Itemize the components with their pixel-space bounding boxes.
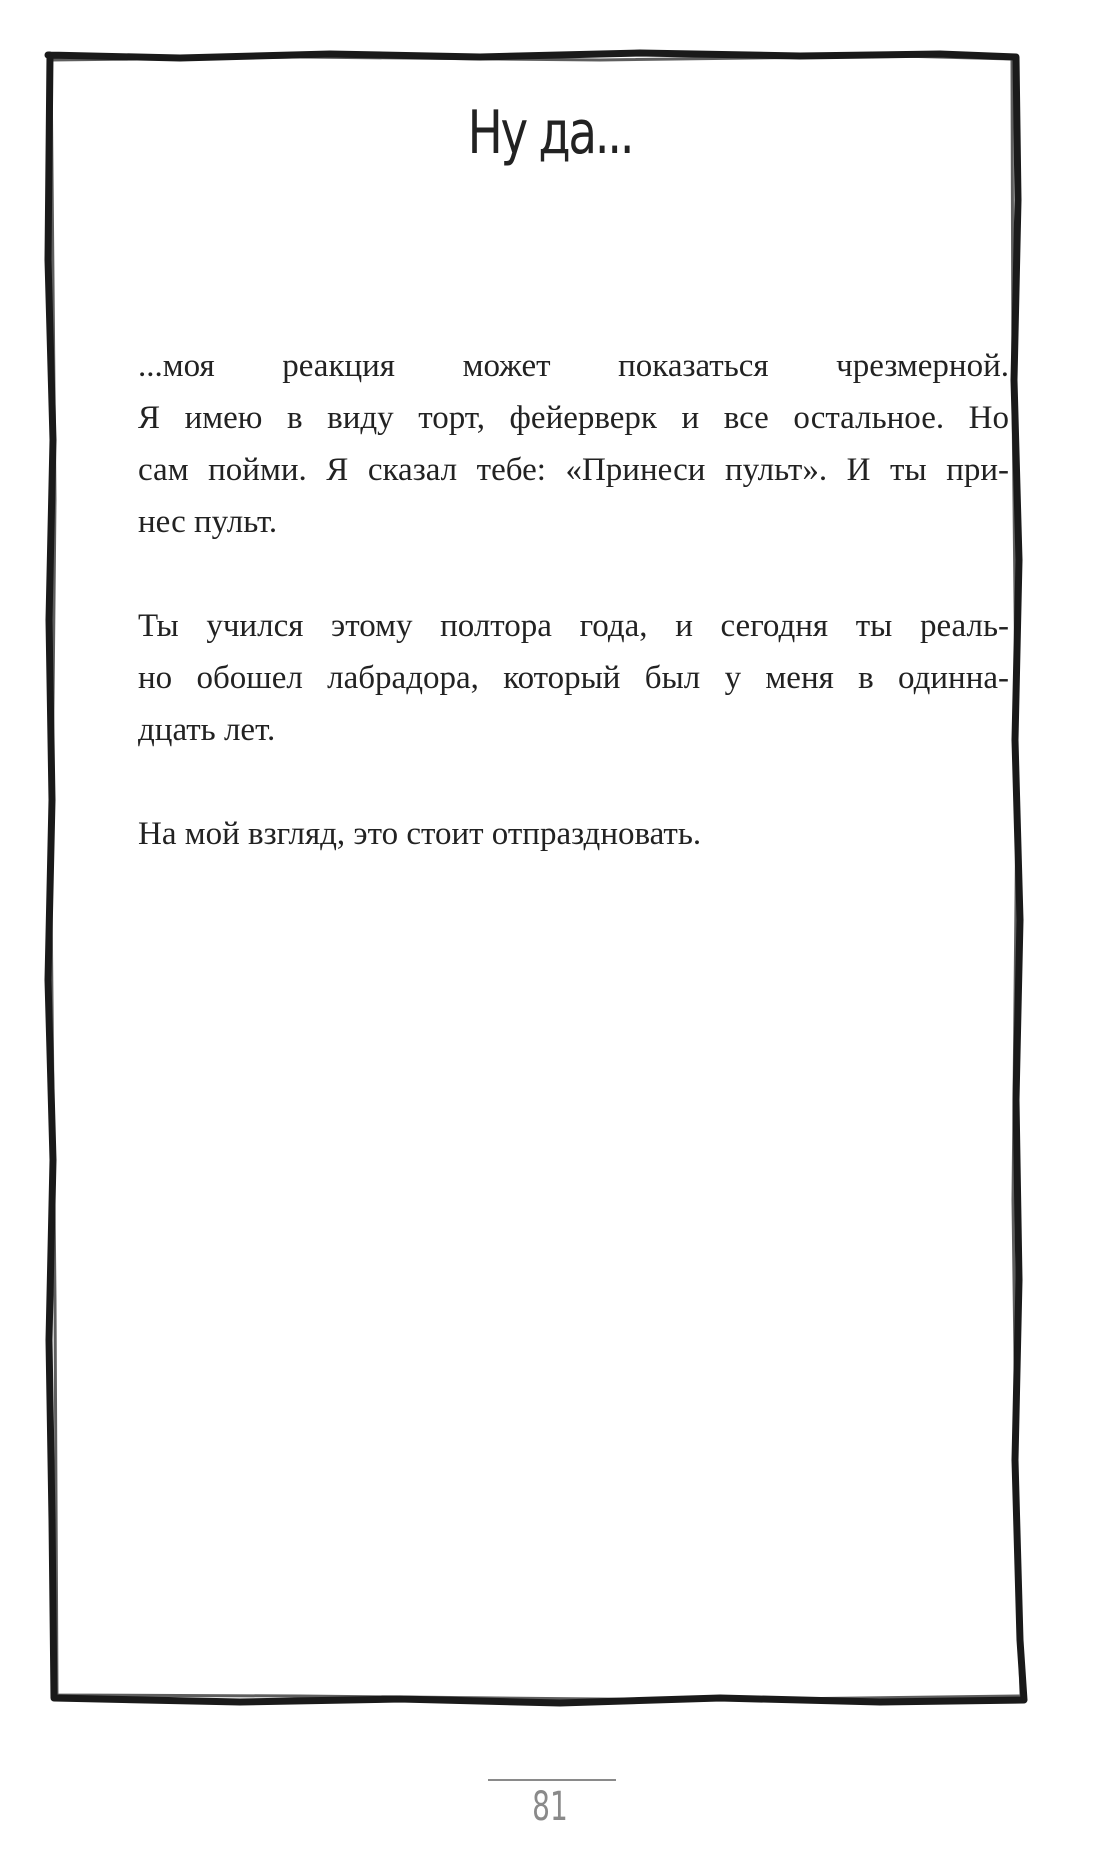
text-line: На мой взгляд, это стоит отпраздновать. <box>138 816 702 852</box>
text-line: Я имею в виду торт, фейерверк и все остальное. Но <box>138 400 1009 436</box>
text-line: нес пульт. <box>138 504 278 540</box>
page-title: Ну да... <box>467 98 633 168</box>
footer-rule <box>488 1779 616 1781</box>
page-number: 81 <box>532 1784 568 1830</box>
body-text <box>85 340 1009 912</box>
paragraph-3 <box>85 808 1009 860</box>
paragraph-1 <box>85 340 1009 548</box>
text-line: сам пойми. Я сказал тебе: «Принеси пульт». И ты при- <box>138 452 1009 488</box>
paragraph-2 <box>85 600 1009 756</box>
text-line: но обошел лабрадора, который был у меня в одинна- <box>138 660 1009 696</box>
text-line: Ты учился этому полтора года, и сегодня ты реаль- <box>138 608 1009 644</box>
text-line: дцать лет. <box>138 712 276 748</box>
text-line: ...моя реакция может показаться чрезмерной. <box>138 348 1009 384</box>
